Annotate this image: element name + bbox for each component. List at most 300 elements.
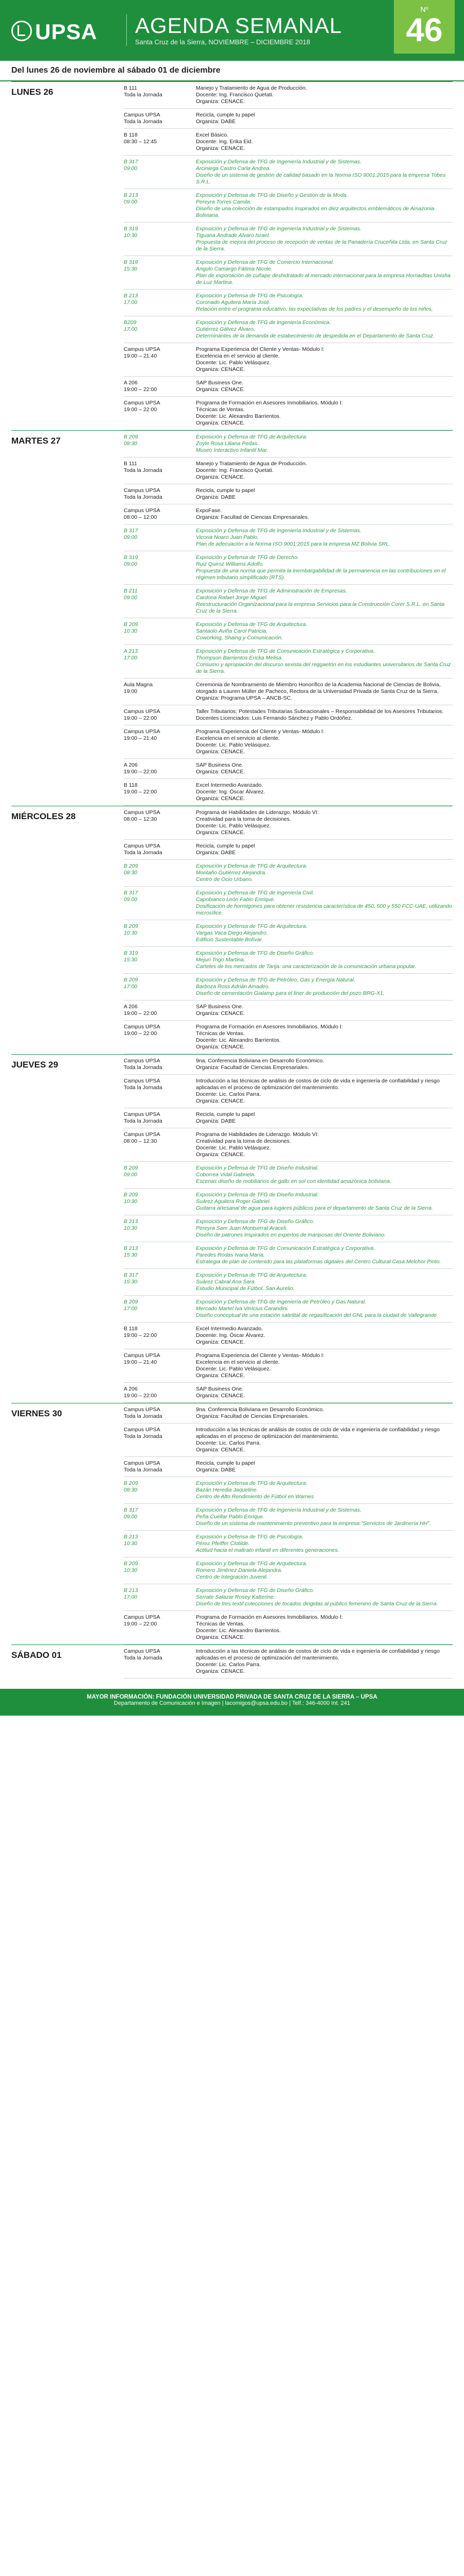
upsa-emblem-icon — [11, 21, 32, 41]
event-line: Organiza: Programa UPSA – ANCB-SC. — [196, 695, 292, 701]
event-line: Organiza: CENACE. — [196, 795, 245, 802]
event-line: Arciniega Castro Carla Andrea. — [196, 165, 271, 172]
event-line: Organiza: CENACE. — [196, 749, 245, 755]
event-description — [196, 1352, 453, 1379]
event-location-time — [124, 112, 196, 125]
event-line: Excel Básico. — [196, 132, 229, 138]
event-item — [124, 524, 453, 551]
event-item — [124, 645, 453, 679]
event-line: Diseño de una colección de estampados inspirados en diez arquitectos emblemáticos de Amazonia Boliviana. — [196, 206, 435, 218]
event-item — [124, 256, 453, 290]
event-time: 09:00 — [124, 561, 138, 567]
event-line: Docente: Ing. Erika Eid. — [196, 139, 253, 145]
event-location: B 209 — [124, 1299, 138, 1305]
footer-line-2: Departamento de Comunicación e Imagen | lacomigos@upsa.edu.bo | Telf.: 346-4000 Int. 241 — [113, 1700, 351, 1706]
event-line: Organiza: CENACE. — [196, 474, 245, 480]
event-line: Docente: Lic. Pablo Velásquez. — [196, 360, 271, 366]
event-description — [196, 762, 453, 775]
event-line: Organiza: CENACE. — [196, 1447, 245, 1453]
upsa-logo — [11, 20, 97, 44]
event-item — [124, 1557, 453, 1584]
event-line: Montaño Gutiérrez Alejandra. — [196, 870, 267, 876]
event-item — [124, 585, 453, 618]
event-location-time — [124, 1507, 196, 1527]
event-location-time — [124, 1004, 196, 1017]
event-location: B 211 — [124, 588, 138, 594]
event-time: 10:30 — [124, 1567, 138, 1573]
event-item — [124, 779, 453, 806]
event-location-time — [124, 1131, 196, 1158]
event-line: Consumo y apropiación del discurso sexista del reggaetón en los estudiantes universitarios de Santa Cruz de la Sierra. — [196, 662, 451, 674]
event-description — [196, 843, 453, 856]
event-description — [196, 434, 453, 454]
event-item — [124, 840, 453, 860]
day-section — [11, 1403, 453, 1645]
event-location-time — [124, 1218, 196, 1239]
event-line: 9na. Conferencia Boliviana en Desarrollo Económico. — [196, 1058, 324, 1064]
event-location-time — [124, 1165, 196, 1185]
event-time: 15:30 — [124, 266, 138, 272]
event-location-time — [124, 461, 196, 481]
event-line: Estudio Municipal de Fútbol, San Aurelio. — [196, 1285, 295, 1292]
event-location: Campus UPSA — [124, 809, 160, 816]
event-list — [124, 431, 453, 806]
event-description — [196, 682, 453, 702]
event-location-time — [124, 259, 196, 286]
event-location-time — [124, 782, 196, 802]
day-section — [11, 1645, 453, 1679]
event-line: Suárez Cabral Ana Sara. — [196, 1279, 256, 1285]
event-location-time — [124, 319, 196, 340]
event-line: Exposición y Defensa de TFG de Ingeniería de Petróleo y Gas Natural. — [196, 1299, 367, 1305]
event-item — [124, 1269, 453, 1296]
event-time: 08:30 – 12:45 — [124, 139, 157, 145]
event-line: Organiza: Facultad de Ciencias Empresariales. — [196, 514, 309, 520]
event-line: Ruiz Quiroz Williams Adolfo. — [196, 561, 264, 567]
event-location-time — [124, 1386, 196, 1399]
event-line: Organiza: CENACE. — [196, 1393, 245, 1399]
event-item — [124, 1296, 453, 1323]
event-line: Plan de exportación de cuñape deshidratado al mercado internacional para la empresa Hornaditas Unisha de Luz Martina. — [196, 273, 451, 285]
day-section — [11, 1054, 453, 1403]
event-line: Exposición y Defensa de TFG de Diseño Industrial. — [196, 1192, 319, 1198]
event-line: Docente: Ing. Óscar Álvarez. — [196, 789, 266, 795]
event-line: Bazán Heredia Jaqueline. — [196, 1487, 258, 1493]
event-location-time — [124, 762, 196, 775]
event-list — [124, 1645, 453, 1679]
event-line: Docente: Lic. Alexandro Barrientos. — [196, 1628, 281, 1634]
event-time: Toda la Jornada — [124, 1467, 162, 1473]
event-line: Manejo y Tratamiento de Agua de Producción. — [196, 85, 307, 91]
event-item — [124, 109, 453, 129]
event-item — [124, 82, 453, 109]
event-line: Organiza: Facultad de Ciencias Empresariales. — [196, 1413, 309, 1419]
event-description — [196, 863, 453, 883]
event-description — [196, 380, 453, 393]
event-location-time — [124, 346, 196, 373]
event-item — [124, 290, 453, 316]
page-subtitle: Santa Cruz de la Sierra, NOVIEMBRE – DICIEMBRE 2018 — [135, 38, 310, 46]
event-location-time — [124, 621, 196, 641]
event-location-time — [124, 977, 196, 997]
event-location: B 111 — [124, 85, 137, 91]
event-time: 09:00 — [124, 595, 138, 601]
event-item — [124, 431, 453, 457]
event-item — [124, 551, 453, 585]
event-line: Diseño de un sistema de mantenimiento preventivo para la empresa "Servicios de Jardinería HH". — [196, 1520, 431, 1527]
event-item — [124, 189, 453, 223]
event-description — [196, 1534, 453, 1554]
event-time: 19:00 – 22:00 — [124, 1621, 157, 1627]
event-location: Campus UPSA — [124, 1078, 160, 1084]
footer-line-1: MAYOR INFORMACIÓN: FUNDACIÓN UNIVERSIDAD PRIVADA DE SANTA CRUZ DE LA SIERRA – UPSA — [87, 1694, 377, 1700]
event-line: Capobianco León Fabio Enrique. — [196, 896, 275, 903]
footer — [0, 1689, 464, 1716]
event-line: Pereyra Torres Camila. — [196, 199, 252, 205]
event-time: 19:00 – 21:40 — [124, 735, 157, 741]
event-line: Exposición y Defensa de TFG de Arquitectura. — [196, 1272, 308, 1278]
agenda — [0, 81, 464, 1679]
event-line: Estrategia de plan de contenido para las plataformas digitales del Centro Cultural Casa Melchor Pinto. — [196, 1259, 441, 1265]
event-line: Exposición y Defensa de TFG de Arquitectura. — [196, 434, 308, 440]
event-line: Peña Cuéllar Pablo Enrique. — [196, 1514, 264, 1520]
event-location: Campus UPSA — [124, 400, 160, 406]
event-list — [124, 82, 453, 430]
event-item — [124, 504, 453, 524]
event-line: Romero Jiménez Daniela Alejandra. — [196, 1567, 283, 1573]
event-line: Exposición y Defensa de TFG de Arquitectura. — [196, 1480, 308, 1486]
event-line: Reestructuración Organizacional para la empresa Servicios para la Construcción Corer S.R.L. en Santa Cruz de la Sierra. — [196, 601, 445, 614]
event-item — [124, 1021, 453, 1054]
event-location-time — [124, 1480, 196, 1500]
event-item — [124, 129, 453, 156]
event-time: 09:00 — [124, 1172, 138, 1178]
event-line: Docente: Ing. Francisco Quetati. — [196, 92, 274, 98]
event-item — [124, 397, 453, 430]
event-time: 08:30 — [124, 440, 138, 447]
event-line: Docente: Lic. Pablo Velásquez. — [196, 823, 271, 829]
event-time: 17:00 — [124, 1306, 138, 1312]
event-line: Organiza: CENACE. — [196, 1044, 245, 1050]
event-description — [196, 1165, 453, 1185]
date-range: Del lunes 26 de noviembre al sábado 01 de diciembre — [0, 61, 464, 81]
event-location-time — [124, 1299, 196, 1319]
event-location: Campus UPSA — [124, 1058, 160, 1064]
event-location-time — [124, 682, 196, 702]
event-location: Campus UPSA — [124, 1111, 160, 1117]
event-item — [124, 806, 453, 840]
event-item — [124, 343, 453, 377]
event-time: Toda la Jornada — [124, 1413, 162, 1419]
event-description — [196, 192, 453, 219]
event-item — [124, 1215, 453, 1242]
event-location: B 213 — [124, 1534, 138, 1540]
event-line: Exposición y Defensa de TFG de Administración de Empresas. — [196, 588, 347, 594]
event-line: SAP Business One. — [196, 1004, 244, 1010]
event-description — [196, 1614, 453, 1641]
event-time: 19:00 – 22:00 — [124, 789, 157, 795]
event-location-time — [124, 1427, 196, 1453]
event-time: 10:30 — [124, 232, 138, 239]
event-time: 15:30 — [124, 1279, 138, 1285]
event-description — [196, 950, 453, 970]
event-description — [196, 1427, 453, 1453]
event-item — [124, 1323, 453, 1349]
issue-badge — [394, 0, 455, 54]
event-line: Edificio Sustentable Bolívar. — [196, 937, 263, 943]
event-location-time — [124, 728, 196, 755]
event-description — [196, 977, 453, 997]
event-location-time — [124, 487, 196, 501]
event-item — [124, 223, 453, 256]
event-location-time — [124, 1024, 196, 1050]
event-item — [124, 316, 453, 343]
event-description — [196, 159, 453, 185]
event-line: Organiza: CENACE. — [196, 1668, 245, 1674]
event-description — [196, 528, 453, 548]
event-location: Campus UPSA — [124, 1648, 160, 1654]
event-line: Exposición y Defensa de TFG de Comunicación Estratégica y Corporativa. — [196, 648, 375, 654]
event-line: Mejuri Trigo Martina. — [196, 957, 245, 963]
event-description — [196, 85, 453, 105]
event-line: Programa de Formación en Asesores Inmobiliarios. Módulo I: — [196, 1024, 343, 1030]
event-location: A 206 — [124, 762, 138, 768]
event-location-time — [124, 1614, 196, 1641]
event-line: Recicla, cumple tu papel — [196, 843, 255, 849]
event-location: B 317 — [124, 528, 138, 534]
event-time: Toda la Jornada — [124, 92, 162, 98]
event-location: B 209 — [124, 977, 138, 983]
event-location-time — [124, 1534, 196, 1554]
event-description — [196, 782, 453, 802]
event-line: Introducción a las técnicas de análisis de costos de ciclo de vida e ingeniería de confiabilidad y riesgo aplicadas en el proceso de optimización del mantenimiento. — [196, 1078, 440, 1091]
event-line: Exposición y Defensa de TFG de Arquitectura. — [196, 621, 308, 628]
event-description — [196, 1326, 453, 1346]
event-line: Exposición y Defensa de TFG de Comunicación Estratégica y Corporativa. — [196, 1245, 375, 1251]
day-section — [11, 430, 453, 806]
event-time: 09:00 — [124, 199, 138, 205]
event-time: 19:00 – 22:00 — [124, 1393, 157, 1399]
event-line: Recicla, cumple tu papel — [196, 1460, 255, 1466]
event-location: B209 — [124, 319, 137, 326]
event-time: 19:00 – 22:00 — [124, 1010, 157, 1016]
event-line: Exposición y Defensa de TFG de Arquitectura. — [196, 923, 308, 929]
event-line: Organiza: DABE — [196, 118, 236, 125]
event-line: Exposición y Defensa de TFG de Derecho. — [196, 554, 299, 561]
event-description — [196, 1004, 453, 1017]
event-time: Toda la Jornada — [124, 850, 162, 856]
event-line: Exposición y Defensa de TFG de Psicología. — [196, 1534, 304, 1540]
event-line: Diseño de cementación Gialamp para el liner de producción del pozo BRG-X1. — [196, 990, 385, 996]
event-location-time — [124, 890, 196, 917]
event-time: 08:00 – 12:30 — [124, 816, 157, 822]
event-line: Docente: Lic. Pablo Velásquez. — [196, 1145, 271, 1151]
event-line: Recicla, cumple tu papel — [196, 1111, 255, 1117]
event-line: Técnicas de Ventas. — [196, 1030, 245, 1037]
event-location: B 213 — [124, 1587, 138, 1594]
event-time: 17:00 — [124, 984, 138, 990]
event-location: Campus UPSA — [124, 1131, 160, 1138]
event-location-time — [124, 85, 196, 105]
event-line: Exposición y Defensa de TFG de Ingeniería Industrial y de Sistemas. — [196, 1507, 361, 1513]
event-line: Exposición y Defensa de TFG de Ingeniería Civil. — [196, 890, 314, 896]
event-location: B 209 — [124, 1480, 138, 1486]
event-location: Aula Magna — [124, 682, 153, 688]
event-location-time — [124, 1245, 196, 1265]
issue-number: 46 — [406, 11, 443, 48]
event-location: A 206 — [124, 1386, 138, 1392]
event-line: Organiza: CENACE. — [196, 1151, 245, 1158]
event-line: Organiza: CENACE. — [196, 1372, 245, 1379]
event-location-time — [124, 434, 196, 454]
event-description — [196, 259, 453, 286]
event-location-time — [124, 809, 196, 836]
title-block — [126, 14, 342, 46]
event-line: Técnicas de Ventas. — [196, 406, 245, 413]
event-time: 19:00 – 22:00 — [124, 386, 157, 393]
event-item — [124, 618, 453, 645]
event-item — [124, 1162, 453, 1189]
event-line: Zoyle Rosa Liliana Pedas. — [196, 440, 259, 447]
event-time: 10:30 — [124, 628, 138, 634]
event-time: 09:00 — [124, 165, 138, 172]
event-time: 08:00 – 12:00 — [124, 514, 157, 520]
event-location: B 213 — [124, 1245, 138, 1251]
event-time: Toda la Jornada — [124, 467, 162, 473]
event-line: Exposición y Defensa de TFG de Ingeniería Industrial y de Sistemas. — [196, 159, 361, 165]
event-line: Tiguana Andrade Alvaro Israel. — [196, 232, 270, 239]
event-item — [124, 1477, 453, 1504]
event-line: Mercado Martel Iva Vinícius Carandini. — [196, 1306, 289, 1312]
event-line: Programa Experiencia del Cliente y Ventas- Módulo I: — [196, 728, 325, 735]
event-location-time — [124, 1326, 196, 1346]
event-line: Relación entre el programa educativo, las expectativas de los padres y el desempeño de los niños. — [196, 306, 433, 312]
event-location: B 319 — [124, 950, 138, 956]
event-time: Toda la Jornada — [124, 1655, 162, 1661]
event-description — [196, 809, 453, 836]
event-time: 09:00 — [124, 896, 138, 903]
event-description — [196, 507, 453, 521]
event-time: 17:00 — [124, 655, 138, 661]
event-item — [124, 705, 453, 725]
event-line: Exposición y Defensa de TFG de Arquitectura. — [196, 863, 308, 869]
event-time: 17:00 — [124, 326, 138, 332]
event-description — [196, 648, 453, 675]
event-line: Programa Experiencia del Cliente y Ventas- Módulo I: — [196, 346, 325, 352]
event-time: 19:00 – 22:00 — [124, 715, 157, 721]
event-description — [196, 461, 453, 481]
event-line: Introducción a las técnicas de análisis de costos de ciclo de vida e ingeniería de confiabilidad y riesgo aplicadas en el proceso de optimización del mantenimiento. — [196, 1648, 440, 1661]
event-location-time — [124, 1460, 196, 1473]
event-time: 19:00 – 22:00 — [124, 406, 157, 413]
event-line: Programa de Formación en Asesores Inmobiliarios. Módulo I: — [196, 1614, 343, 1620]
event-location: B 118 — [124, 782, 138, 788]
event-location: Campus UPSA — [124, 728, 160, 735]
event-location: B 209 — [124, 434, 138, 440]
event-line: Docente: Lic. Alexandro Barrientos. — [196, 413, 281, 419]
event-time: Toda la Jornada — [124, 1064, 162, 1071]
event-item — [124, 1403, 453, 1423]
event-description — [196, 112, 453, 125]
event-location: B 213 — [124, 1218, 138, 1225]
event-item — [124, 1457, 453, 1477]
event-item — [124, 887, 453, 920]
event-line: Guitarra artesanal de agua para lugares públicos para el departamento de Santa Cruz de la Sierra. — [196, 1205, 433, 1211]
event-location: B 317 — [124, 159, 138, 165]
event-item — [124, 1055, 453, 1075]
event-location: B 118 — [124, 1326, 138, 1332]
event-line: Exposición y Defensa de TFG de Diseño Gráfico. — [196, 1587, 314, 1594]
event-line: Exposición y Defensa de TFG de Diseño Gráfico. — [196, 950, 314, 956]
event-location: B 319 — [124, 259, 138, 265]
event-line: Organiza: Facultad de Ciencias Empresariales. — [196, 1064, 309, 1071]
event-location-time — [124, 1561, 196, 1581]
event-line: Cardona Rafael Jorge Miguel. — [196, 595, 268, 601]
event-location-time — [124, 950, 196, 970]
event-line: Técnicas de Ventas. — [196, 1621, 245, 1627]
event-line: SAP Business One. — [196, 762, 244, 768]
event-description — [196, 1078, 453, 1105]
event-line: Ceremonia de Nombramiento de Miembro Honorífico de la Academia Nacional de Ciencias de Bolivia, otorgado a Lauren Müller de Pacheco, Rectora de la Universidad Privada de Santa Cruz de la Sierra. — [196, 682, 441, 694]
event-line: Recicla, cumple tu papel — [196, 487, 255, 494]
event-line: Organiza: DABE — [196, 850, 236, 856]
header — [0, 0, 464, 61]
event-location-time — [124, 1587, 196, 1607]
event-location-time — [124, 843, 196, 856]
event-description — [196, 1587, 453, 1607]
event-line: Museo Interactivo Infantil Mar. — [196, 447, 269, 453]
event-location: B 209 — [124, 1165, 138, 1171]
event-time: 19:00 — [124, 688, 138, 694]
event-description — [196, 1245, 453, 1265]
event-location: B 319 — [124, 554, 138, 561]
event-line: Pérez Pfeiffer Clotilde. — [196, 1540, 250, 1547]
event-time: 19:00 – 22:00 — [124, 769, 157, 775]
event-location: Campus UPSA — [124, 1427, 160, 1433]
event-time: 17:00 — [124, 299, 138, 306]
event-time: 10:30 — [124, 930, 138, 936]
event-location-time — [124, 159, 196, 185]
event-description — [196, 226, 453, 252]
event-description — [196, 588, 453, 615]
event-item — [124, 1001, 453, 1021]
day-section — [11, 81, 453, 430]
event-line: Exposición y Defensa de TFG de Ingeniería Económica. — [196, 319, 331, 326]
event-line: Programa de Formación en Asesores Inmobiliarios. Módulo I: — [196, 400, 343, 406]
event-line: Organiza: CENACE. — [196, 386, 245, 393]
event-line: Gutiérrez Gálvez Álvaro. — [196, 326, 255, 332]
event-line: Docente: Lic. Carlos Parra. — [196, 1091, 261, 1097]
event-line: Docente: Ing. Óscar Álvarez. — [196, 1332, 266, 1338]
event-description — [196, 728, 453, 755]
event-location-time — [124, 528, 196, 548]
event-location-time — [124, 1078, 196, 1105]
event-time: 19:00 – 22:00 — [124, 1332, 157, 1338]
event-location: A 206 — [124, 380, 138, 386]
event-location: B 317 — [124, 890, 138, 896]
event-time: 17:00 — [124, 1594, 138, 1600]
event-time: 10:30 — [124, 1198, 138, 1205]
event-time: 15:30 — [124, 957, 138, 963]
event-location: Campus UPSA — [124, 708, 160, 715]
event-item — [124, 679, 453, 705]
event-location: B 317 — [124, 1272, 138, 1278]
event-location: Campus UPSA — [124, 843, 160, 849]
event-location-time — [124, 708, 196, 722]
event-line: Exposición y Defensa de TFG de Diseño Gráfico. — [196, 1218, 314, 1225]
event-description — [196, 1058, 453, 1071]
event-line: Exposición y Defensa de TFG de Arquitectura. — [196, 1561, 308, 1567]
